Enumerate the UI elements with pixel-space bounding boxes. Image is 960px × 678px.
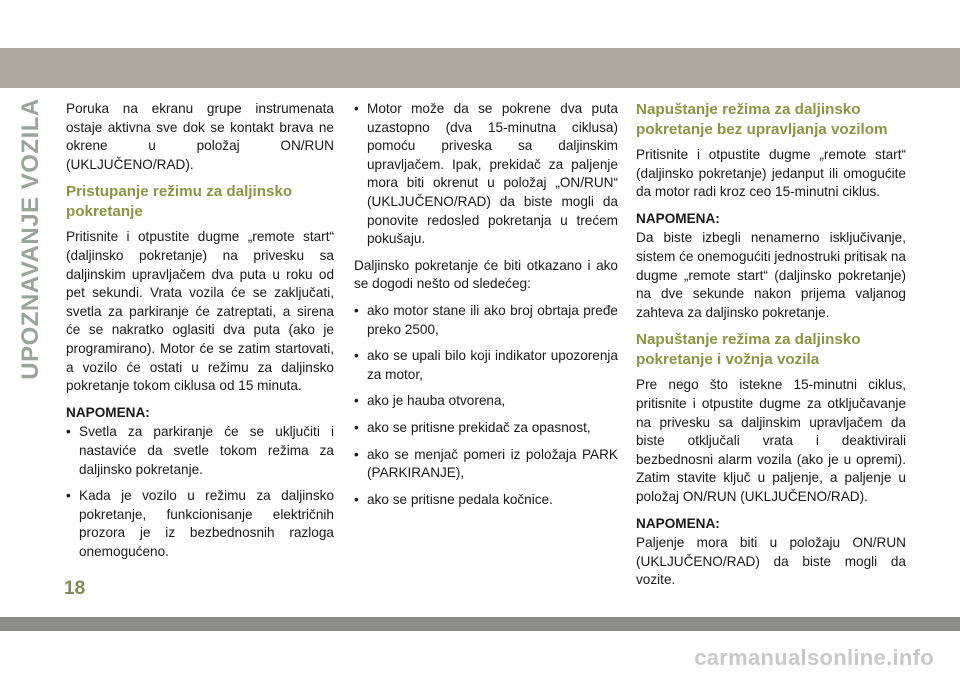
column-right xyxy=(636,100,906,598)
cancel-conditions-list xyxy=(354,302,618,509)
note-title: NAPOMENA: xyxy=(636,515,720,531)
section-heading-exit-without-driving: Napuštanje režima za daljinsko pokretanje bez upravljanja vozilom xyxy=(636,101,888,138)
page-number: 18 xyxy=(64,578,86,599)
exit-without-driving-paragraph: Pritisnite i otpustite dugme „remote start“ (daljinsko pokretanje) jedanput ili omogućite da motor radi kroz ceo 15-minutni ciklus. xyxy=(636,147,906,200)
section-heading-exit-and-drive: Napuštanje režima za daljinsko pokretanje i vožnja vozila xyxy=(636,331,861,369)
note-title: NAPOMENA: xyxy=(66,404,150,420)
continued-bullet-list xyxy=(354,100,618,249)
list-item: • ako se upali bilo koji indikator upozorenja za motor, xyxy=(354,347,618,384)
column-middle xyxy=(354,100,618,517)
list-item: • Svetla za parkiranje će se uključiti i nastaviće da svetle tokom režima za daljinsko pokretanje. xyxy=(66,423,334,479)
list-item: • Motor može da se pokrene dva puta uzastopno (dva 15-minutna ciklusa) pomoću priveska sa daljinskim upravljačem. Ipak, prekidač za paljenje mora biti okrenut u položaj „ON/RUN“ (UKLJUČENO/RAD) da biste mogli da ponovite redosled pokretanja u trećem pokušaju. xyxy=(354,100,618,249)
list-item: • ako motor stane ili ako broj obrtaja pređe preko 2500, xyxy=(354,302,618,339)
list-item: • ako se pritisne pedala kočnice. xyxy=(354,491,618,510)
intro-paragraph: Poruka na ekranu grupe instrumenata ostaje aktivna sve dok se kontakt brava ne okrene u položaj ON/RUN (UKLJUČENO/RAD). xyxy=(66,101,334,172)
header-band xyxy=(0,48,960,88)
section-side-tab-label: UPOZNAVANJE VOZILA xyxy=(17,98,44,380)
note-paragraph: Paljenje mora biti u položaju ON/RUN (UKLJUČENO/RAD) da biste mogli da vozite. xyxy=(636,535,906,588)
footer-band xyxy=(0,617,960,631)
note-bullet-list xyxy=(66,423,334,561)
enter-remote-start-paragraph: Pritisnite i otpustite dugme „remote start“ (daljinsko pokretanje) na privesku sa daljinskim upravljačem dva puta u roku od pet sekundi. Vrata vozila će se zaključati, svetla za parkiranje će zatreptati, a sirena će se nakratko oglasiti dva puta (ako je programirano). Motor će se zatim startovati, a vozilo će ostati u režimu za daljinsko pokretanje tokom ciklusa od 15 minuta. xyxy=(66,229,334,394)
cancel-conditions-paragraph: Daljinsko pokretanje će biti otkazano i ako se dogodi nešto od sledećeg: xyxy=(354,257,618,292)
section-heading-enter-remote-start: Pristupanje režimu za daljinsko pokretanje xyxy=(66,183,293,221)
list-item: • ako se menjač pomeri iz položaja PARK (PARKIRANJE), xyxy=(354,446,618,483)
top-margin xyxy=(0,0,960,48)
column-left xyxy=(66,100,334,569)
note-title: NAPOMENA: xyxy=(636,210,720,226)
watermark: carmanualsonline.info xyxy=(694,645,934,670)
section-side-tab xyxy=(14,98,48,380)
note-paragraph: Da biste izbegli nenamerno isključivanje, sistem će onemogućiti jednostruki pritisak na dugme „remote start“ (daljinsko pokretanje) na dve sekunde nakon prijema valjanog zahteva za daljinsko pokretanje. xyxy=(636,230,906,320)
list-item: • ako se pritisne prekidač za opasnost, xyxy=(354,419,618,438)
list-item: • ako je hauba otvorena, xyxy=(354,392,618,411)
exit-and-drive-paragraph: Pre nego što istekne 15-minutni ciklus, pritisnite i otpustite dugme za otključavanje na privesku sa daljinskim upravljačem da biste otključali vrata i deaktivirali bezbednosni alarm vozila (ako je u opremi). Zatim stavite ključ u paljenje, a paljenje u položaj ON/RUN (UKLJUČENO/RAD). xyxy=(636,377,906,504)
list-item: • Kada je vozilo u režimu za daljinsko pokretanje, funkcionisanje električnih prozora je iz bezbednosnih razloga onemogućeno. xyxy=(66,487,334,561)
